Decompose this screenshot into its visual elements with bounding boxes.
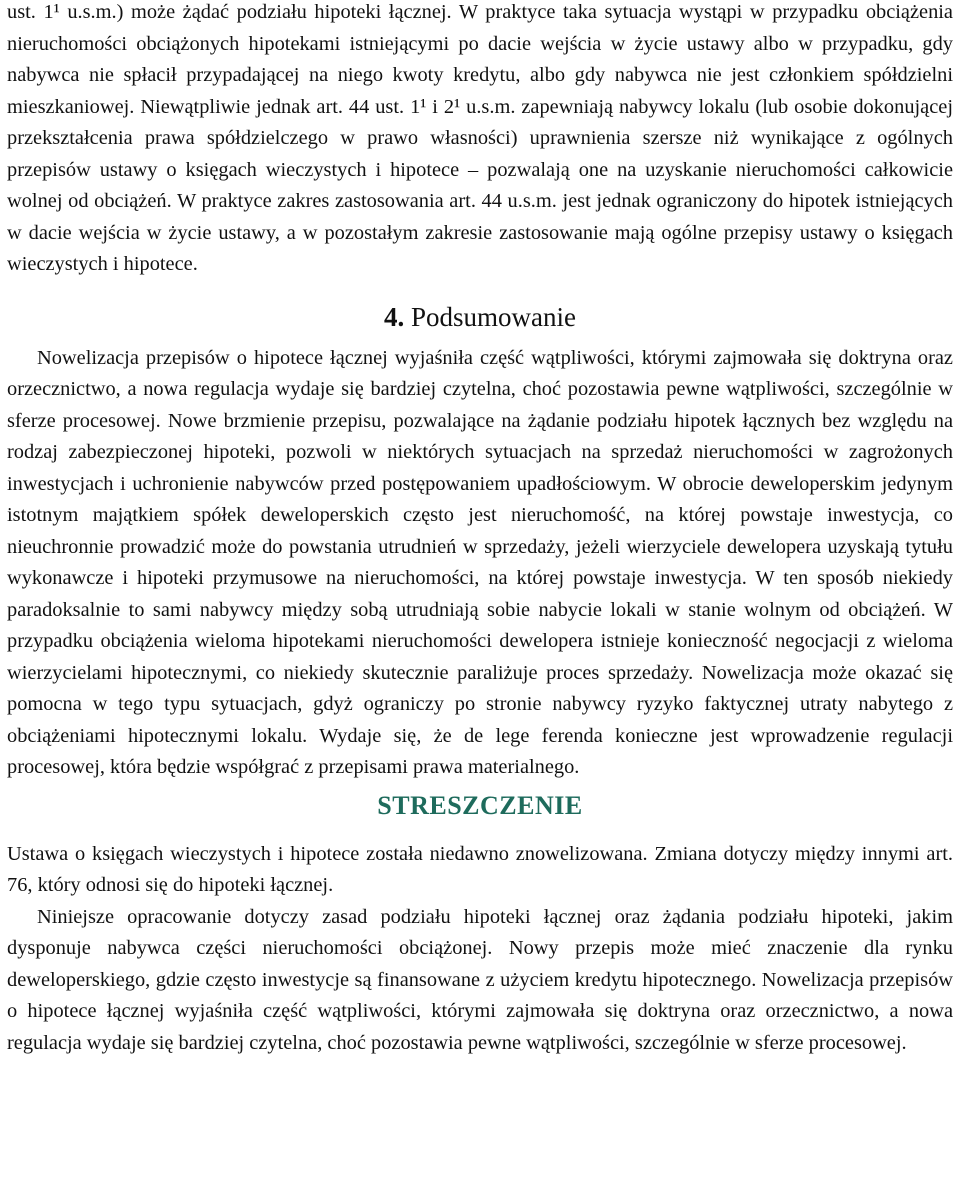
document-page: [7, 0, 953, 1059]
body-paragraph: ust. 1¹ u.s.m.) może żądać podziału hipoteki łącznej. W praktyce taka sytuacja wystąpi w przypadku obciążenia nieruchomości obciążonych hipotekami istniejącymi po dacie wejścia w życie ustawy albo w przypadku, gdy nabywca nie spłacił przypadającej na niego kwoty kredytu, albo gdy nabywca nie jest członkiem spółdzielni mieszkaniowej. Niewątpliwie jednak art. 44 ust. 1¹ i 2¹ u.s.m. zapewniają nabywcy lokalu (lub osobie dokonującej przekształcenia prawa spółdzielczego w prawo własności) uprawnienia szersze niż wynikające z ogólnych przepisów ustawy o księgach wieczystych i hipotece – pozwalają one na uzyskanie nieruchomości całkowicie wolnej od obciążeń. W praktyce zakres zastosowania art. 44 u.s.m. jest jednak ograniczony do hipotek istniejących w dacie wejścia w życie ustawy, a w pozostałym zakresie zastosowanie mają ogólne przepisy ustawy o księgach wieczystych i hipotece.: [7, 1, 953, 275]
abstract-title: STRESZCZENIE: [377, 790, 583, 820]
section-number: 4.: [384, 301, 405, 332]
abstract-paragraph: Ustawa o księgach wieczystych i hipotece została niedawno znowelizowana. Zmiana dotyczy między innymi art. 76, który odnosi się do hipoteki łącznej.: [7, 842, 953, 896]
summary-paragraph: Nowelizacja przepisów o hipotece łącznej wyjaśniła część wątpliwości, którymi zajmowała się doktryna oraz orzecznictwo, a nowa regulacja wydaje się bardziej czytelna, choć pozostawia pewne wątpliwości, szczególnie w sferze procesowej. Nowe brzmienie przepisu, pozwalające na żądanie podziału hipotek łącznych bez względu na rodzaj zabezpieczonej hipoteki, pozwoli w niektórych sytuacjach na sprzedaż nieruchomości w zagrożonych inwestycjach i uchronienie nabywców przed postępowaniem upadłościowym. W obrocie deweloperskim jedynym istotnym majątkiem spółek deweloperskich często jest nieruchomość, na której powstaje inwestycja, co nieuchronnie prowadzić może do powstania utrudnień w sprzedaży, jeżeli wierzyciele dewelopera uzyskają tytułu wykonawcze i hipoteki przymusowe na nieruchomości, na której powstaje inwestycja. W ten sposób niekiedy paradoksalnie to sami nabywcy między sobą utrudniają sobie nabycie lokali w stanie wolnym od obciążeń. W przypadku obciążenia wieloma hipotekami nieruchomości dewelopera istnieje konieczność negocjacji z wieloma wierzycielami hipotecznymi, co niekiedy skutecznie paraliżuje proces sprzedaży. Nowelizacja może okazać się pomocna w tego typu sytuacjach, gdyż ograniczy po stronie nabywcy ryzyko faktycznej utraty nabytego z obciążeniami hipotecznymi lokalu. Wydaje się, że de lege ferenda konieczne jest wprowadzenie regulacji procesowej, która będzie współgrać z przepisami prawa materialnego.: [7, 346, 953, 778]
section-heading: [7, 299, 953, 335]
abstract-paragraph: Niniejsze opracowanie dotyczy zasad podziału hipoteki łącznej oraz żądania podziału hipoteki, jakim dysponuje nabywca części nieruchomości obciążonej. Nowy przepis może mieć znaczenie dla rynku deweloperskiego, gdzie często inwestycje są finansowane z użyciem kredytu hipotecznego. Nowelizacja przepisów o hipotece łącznej wyjaśniła część wątpliwości, którymi zajmowała się doktryna oraz orzecznictwo, a nowa regulacja wydaje się bardziej czytelna, choć pozostawia pewne wątpliwości, szczególnie w sferze procesowej.: [7, 905, 953, 1054]
section-title: Podsumowanie: [411, 301, 576, 332]
